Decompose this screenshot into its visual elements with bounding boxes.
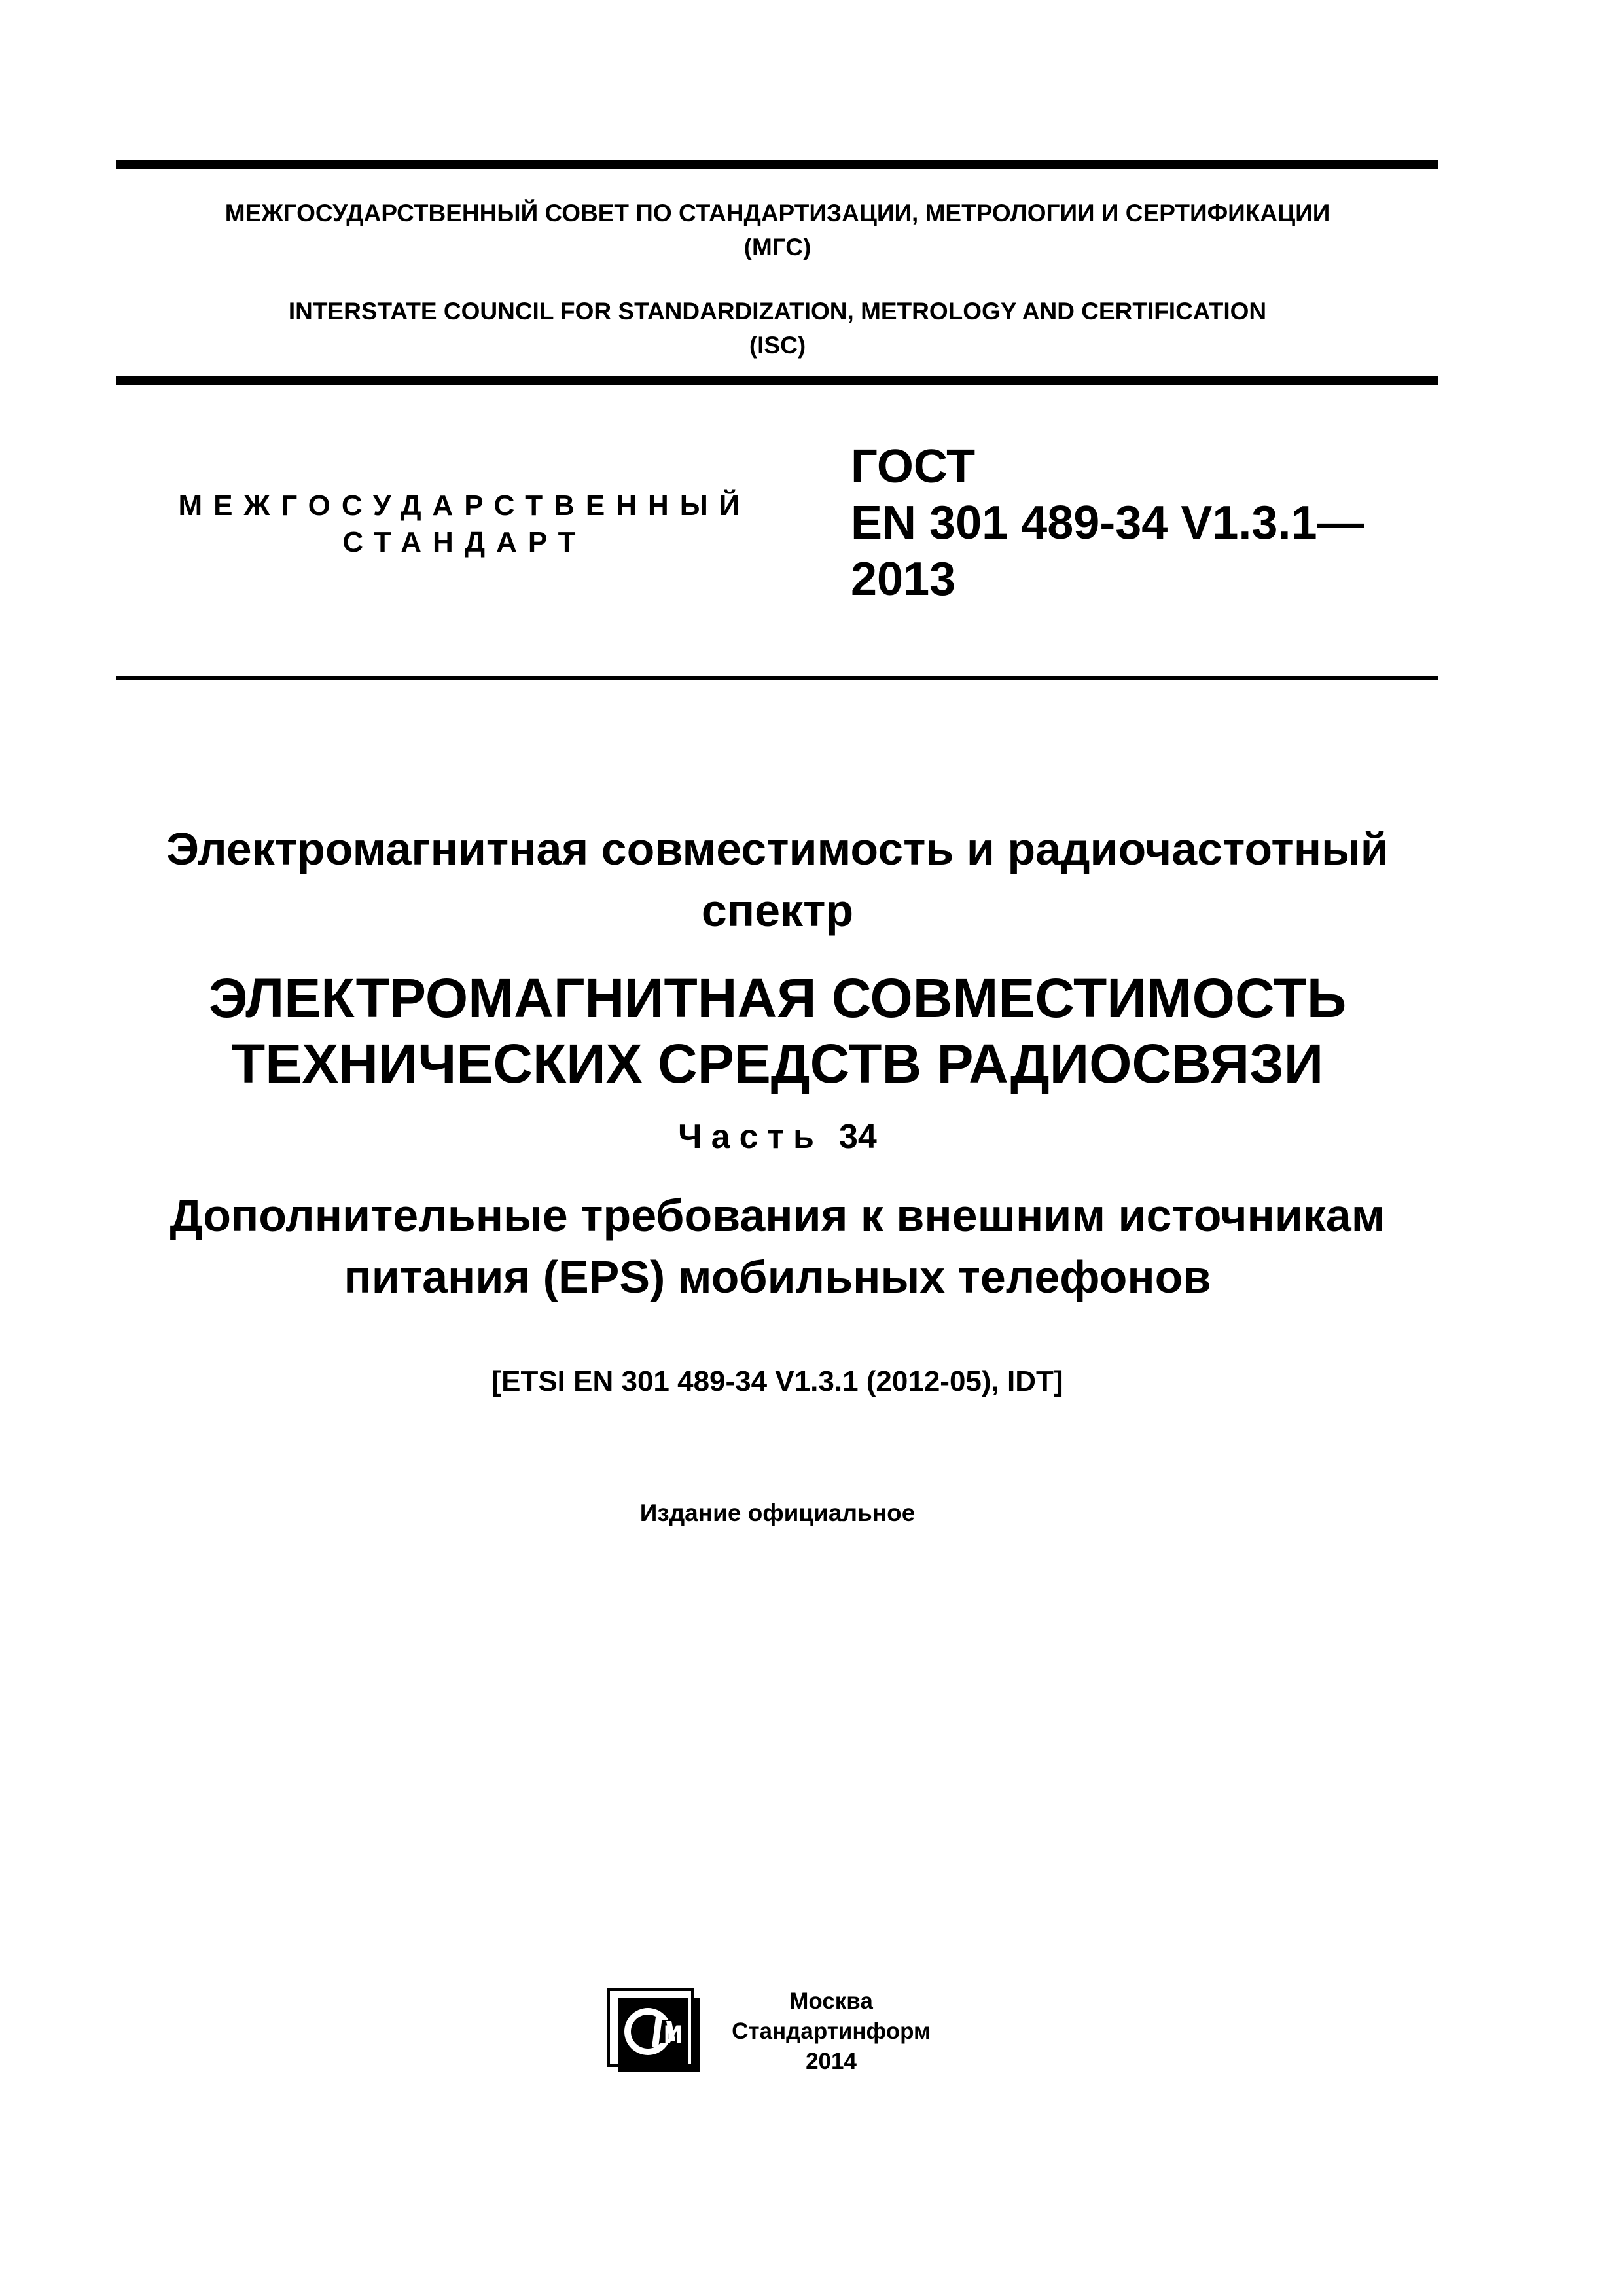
gost-label: ГОСТ <box>851 440 976 493</box>
part-description-line1: Дополнительные требования к внешним источникам <box>169 1190 1385 1241</box>
publication-year: 2014 <box>806 2049 857 2074</box>
council-name-en-line1: INTERSTATE COUNCIL FOR STANDARDIZATION, METROLOGY AND CERTIFICATION <box>288 298 1267 325</box>
gost-year: 2013 <box>851 553 956 605</box>
standartinform-logo-icon <box>607 1988 703 2075</box>
document-subtitle-line1: Электромагнитная совместимость и радиочастотный <box>166 823 1389 874</box>
designation-rule <box>116 676 1438 680</box>
part-label: Часть <box>678 1118 823 1156</box>
etsi-reference: [ETSI EN 301 489-34 V1.3.1 (2012-05), IDT] <box>491 1365 1063 1397</box>
publisher-imprint <box>726 1986 936 2077</box>
document-subtitle <box>116 818 1438 941</box>
document-title-line1: ЭЛЕКТРОМАГНИТНАЯ СОВМЕСТИМОСТЬ <box>208 967 1347 1029</box>
council-abbr-ru: (МГС) <box>743 234 812 260</box>
document-subtitle-line2: спектр <box>701 885 854 936</box>
part-description-line2: питания (EPS) мобильных телефонов <box>344 1251 1211 1302</box>
document-title <box>116 965 1438 1096</box>
council-name-ru-line1: МЕЖГОСУДАРСТВЕННЫЙ СОВЕТ ПО СТАНДАРТИЗАЦИИ, МЕТРОЛОГИИ И СЕРТИФИКАЦИИ <box>224 200 1330 226</box>
document-title-line2: ТЕХНИЧЕСКИХ СРЕДСТВ РАДИОСВЯЗИ <box>231 1033 1324 1094</box>
publisher-city: Москва <box>789 1988 873 2014</box>
council-name-ru <box>116 196 1438 264</box>
standard-type-line1: МЕЖГОСУДАРСТВЕННЫЙ <box>178 490 751 522</box>
standard-type <box>131 488 798 561</box>
edition-note: Издание официальное <box>639 1499 916 1526</box>
part-heading <box>116 1116 1438 1158</box>
part-description <box>116 1185 1438 1308</box>
publisher-name: Стандартинформ <box>732 2018 931 2044</box>
header-bottom-rule <box>116 376 1438 385</box>
gost-designation <box>851 439 1364 607</box>
svg-text:И: И <box>664 2020 683 2049</box>
gost-number: EN 301 489-34 V1.3.1— <box>851 497 1364 549</box>
part-number: 34 <box>838 1118 877 1156</box>
standard-type-line2: СТАНДАРТ <box>342 526 587 558</box>
council-name-en <box>116 295 1438 363</box>
top-rule <box>116 160 1438 169</box>
council-abbr-en: (ISC) <box>749 332 806 359</box>
